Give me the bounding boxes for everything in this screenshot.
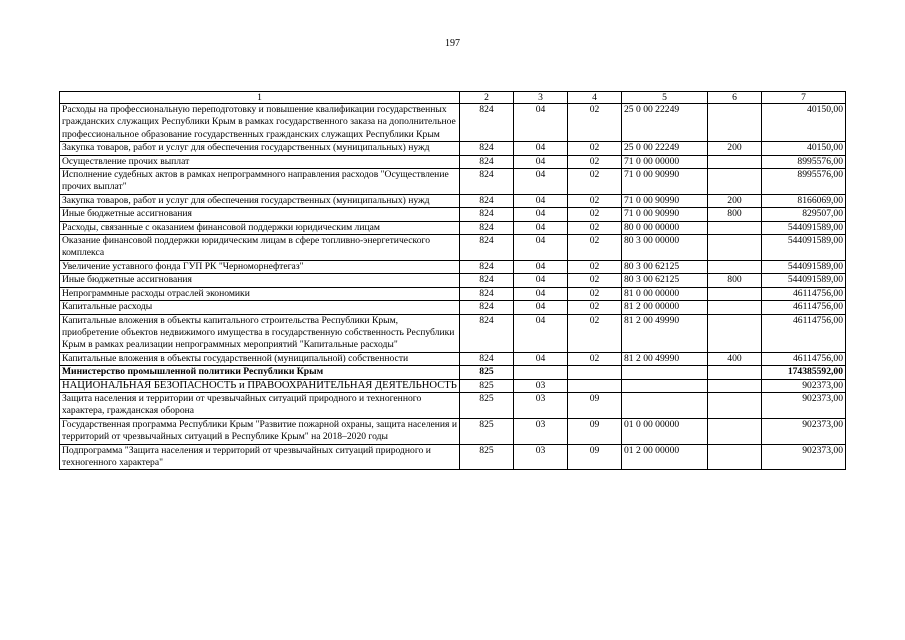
cell-expense-type — [708, 221, 762, 234]
cell-expense-type — [708, 301, 762, 314]
table-row — [60, 274, 846, 287]
cell-amount: 46114756,00 — [762, 301, 846, 314]
header-cell-3: 3 — [514, 92, 568, 104]
table-row — [60, 418, 846, 444]
cell-name: Капитальные расходы — [60, 301, 460, 314]
cell-ministry-code: 825 — [460, 418, 514, 444]
cell-subsection: 02 — [568, 287, 622, 300]
cell-name: Оказание финансовой поддержки юридическим лицам в сфере топливно-энергетического комплекса — [60, 235, 460, 261]
cell-amount: 46114756,00 — [762, 287, 846, 300]
cell-amount: 46114756,00 — [762, 352, 846, 365]
table-row — [60, 287, 846, 300]
cell-ministry-code: 824 — [460, 208, 514, 221]
cell-amount: 544091589,00 — [762, 260, 846, 273]
cell-section: 04 — [514, 301, 568, 314]
cell-amount: 544091589,00 — [762, 221, 846, 234]
cell-expense-type: 800 — [708, 274, 762, 287]
cell-name: Иные бюджетные ассигнования — [60, 274, 460, 287]
cell-ministry-code: 824 — [460, 194, 514, 207]
cell-subsection: 09 — [568, 418, 622, 444]
cell-ministry-code: 824 — [460, 235, 514, 261]
cell-name: Подпрограмма "Защита населения и территорий от чрезвычайных ситуаций природного и техногенного характера" — [60, 444, 460, 470]
cell-amount: 544091589,00 — [762, 274, 846, 287]
cell-section: 03 — [514, 379, 568, 392]
header-cell-4: 4 — [568, 92, 622, 104]
header-cell-2: 2 — [460, 92, 514, 104]
cell-target-article: 71 0 00 00000 — [622, 155, 708, 168]
table-row — [60, 352, 846, 365]
cell-section: 03 — [514, 444, 568, 470]
cell-name: Капитальные вложения в объекты капитального строительства Республики Крым, приобретение объектов недвижимого имущества в государственную собственность Республики Крым в рамках реализации непрограммных мероприятий "Капитальные расходы" — [60, 314, 460, 352]
cell-subsection — [568, 366, 622, 379]
cell-ministry-code: 824 — [460, 301, 514, 314]
cell-section: 04 — [514, 287, 568, 300]
header-cell-5: 5 — [622, 92, 708, 104]
cell-ministry-code: 824 — [460, 314, 514, 352]
table-row — [60, 260, 846, 273]
cell-amount: 902373,00 — [762, 444, 846, 470]
cell-amount: 8995576,00 — [762, 155, 846, 168]
cell-amount: 829507,00 — [762, 208, 846, 221]
cell-target-article: 71 0 00 90990 — [622, 208, 708, 221]
cell-expense-type: 200 — [708, 142, 762, 155]
table-row — [60, 444, 846, 470]
cell-name: Исполнение судебных актов в рамках непрограммного направления расходов "Осуществление прочих выплат" — [60, 169, 460, 195]
cell-target-article: 25 0 00 22249 — [622, 142, 708, 155]
cell-amount: 8166069,00 — [762, 194, 846, 207]
cell-subsection: 02 — [568, 208, 622, 221]
cell-expense-type — [708, 287, 762, 300]
cell-subsection: 02 — [568, 301, 622, 314]
cell-target-article: 71 0 00 90990 — [622, 169, 708, 195]
cell-amount: 902373,00 — [762, 418, 846, 444]
table-row — [60, 301, 846, 314]
cell-target-article: 01 0 00 00000 — [622, 418, 708, 444]
cell-ministry-code: 825 — [460, 379, 514, 392]
cell-section: 04 — [514, 208, 568, 221]
cell-target-article: 80 3 00 00000 — [622, 235, 708, 261]
table-row — [60, 221, 846, 234]
cell-name: Осуществление прочих выплат — [60, 155, 460, 168]
cell-subsection: 02 — [568, 221, 622, 234]
cell-amount: 46114756,00 — [762, 314, 846, 352]
cell-expense-type — [708, 235, 762, 261]
cell-section: 04 — [514, 352, 568, 365]
cell-target-article: 25 0 00 22249 — [622, 104, 708, 142]
table-row — [60, 392, 846, 418]
cell-subsection: 02 — [568, 260, 622, 273]
cell-name: Защита населения и территории от чрезвычайных ситуаций природного и техногенного характера, гражданская оборона — [60, 392, 460, 418]
cell-name: Закупка товаров, работ и услуг для обеспечения государственных (муниципальных) нужд — [60, 142, 460, 155]
header-cell-1: 1 — [60, 92, 460, 104]
cell-expense-type — [708, 260, 762, 273]
cell-section: 04 — [514, 314, 568, 352]
table-header — [60, 92, 846, 104]
cell-ministry-code: 824 — [460, 142, 514, 155]
table-row — [60, 366, 846, 379]
cell-section: 04 — [514, 169, 568, 195]
cell-target-article: 01 2 00 00000 — [622, 444, 708, 470]
cell-expense-type — [708, 155, 762, 168]
cell-expense-type — [708, 169, 762, 195]
cell-section: 04 — [514, 155, 568, 168]
cell-ministry-code: 824 — [460, 287, 514, 300]
cell-ministry-code: 824 — [460, 221, 514, 234]
cell-target-article — [622, 379, 708, 392]
table-row — [60, 169, 846, 195]
cell-amount: 40150,00 — [762, 104, 846, 142]
cell-expense-type — [708, 379, 762, 392]
cell-section — [514, 366, 568, 379]
cell-name: Государственная программа Республики Крым "Развитие пожарной охраны, защита населения и территорий от чрезвычайных ситуаций в Республике Крым" на 2018–2020 годы — [60, 418, 460, 444]
cell-amount: 8995576,00 — [762, 169, 846, 195]
cell-expense-type: 200 — [708, 194, 762, 207]
table-row — [60, 194, 846, 207]
header-cell-6: 6 — [708, 92, 762, 104]
table-row — [60, 104, 846, 142]
cell-section: 04 — [514, 221, 568, 234]
cell-expense-type: 400 — [708, 352, 762, 365]
table-row — [60, 379, 846, 392]
cell-subsection: 02 — [568, 104, 622, 142]
cell-name: Увеличение уставного фонда ГУП РК "Черноморнефтегаз" — [60, 260, 460, 273]
cell-name: Закупка товаров, работ и услуг для обеспечения государственных (муниципальных) нужд — [60, 194, 460, 207]
cell-amount: 40150,00 — [762, 142, 846, 155]
table-body — [60, 104, 846, 470]
cell-subsection: 02 — [568, 314, 622, 352]
cell-name: Расходы на профессиональную переподготовку и повышение квалификации государственных гражданских служащих Республики Крым в рамках государственного заказа на дополнительное профессиональное образование государственных гражданских служащих Республики Крым — [60, 104, 460, 142]
cell-target-article: 81 0 00 00000 — [622, 287, 708, 300]
cell-target-article: 81 2 00 49990 — [622, 314, 708, 352]
cell-amount: 902373,00 — [762, 392, 846, 418]
table-row — [60, 142, 846, 155]
cell-name: Иные бюджетные ассигнования — [60, 208, 460, 221]
cell-target-article — [622, 366, 708, 379]
cell-ministry-code: 824 — [460, 260, 514, 273]
budget-table — [59, 91, 846, 470]
cell-subsection: 09 — [568, 392, 622, 418]
cell-ministry-code: 824 — [460, 169, 514, 195]
table-row — [60, 235, 846, 261]
cell-target-article: 80 3 00 62125 — [622, 274, 708, 287]
cell-expense-type — [708, 418, 762, 444]
cell-subsection: 02 — [568, 194, 622, 207]
cell-ministry-code: 824 — [460, 104, 514, 142]
cell-ministry-code: 824 — [460, 352, 514, 365]
cell-subsection: 02 — [568, 169, 622, 195]
cell-amount: 902373,00 — [762, 379, 846, 392]
cell-subsection: 02 — [568, 155, 622, 168]
cell-target-article: 81 2 00 49990 — [622, 352, 708, 365]
cell-subsection — [568, 379, 622, 392]
cell-section: 04 — [514, 104, 568, 142]
cell-subsection: 02 — [568, 352, 622, 365]
cell-expense-type — [708, 444, 762, 470]
cell-target-article — [622, 392, 708, 418]
cell-subsection: 02 — [568, 274, 622, 287]
cell-ministry-code: 825 — [460, 444, 514, 470]
cell-expense-type — [708, 314, 762, 352]
cell-target-article: 80 0 00 00000 — [622, 221, 708, 234]
cell-section: 03 — [514, 392, 568, 418]
cell-section: 03 — [514, 418, 568, 444]
cell-ministry-code: 824 — [460, 274, 514, 287]
cell-target-article: 80 3 00 62125 — [622, 260, 708, 273]
cell-name: Расходы, связанные с оказанием финансовой поддержки юридическим лицам — [60, 221, 460, 234]
table-row — [60, 314, 846, 352]
cell-ministry-code: 825 — [460, 366, 514, 379]
table-row — [60, 208, 846, 221]
cell-section: 04 — [514, 235, 568, 261]
header-cell-7: 7 — [762, 92, 846, 104]
cell-expense-type — [708, 104, 762, 142]
cell-ministry-code: 825 — [460, 392, 514, 418]
cell-name: Министерство промышленной политики Республики Крым — [60, 366, 460, 379]
cell-name: НАЦИОНАЛЬНАЯ БЕЗОПАСНОСТЬ и ПРАВООХРАНИТЕЛЬНАЯ ДЕЯТЕЛЬНОСТЬ — [60, 379, 460, 392]
cell-name: Непрограммные расходы отраслей экономики — [60, 287, 460, 300]
cell-amount: 544091589,00 — [762, 235, 846, 261]
cell-expense-type — [708, 366, 762, 379]
page-number: 197 — [445, 38, 460, 49]
cell-subsection: 02 — [568, 142, 622, 155]
cell-expense-type — [708, 392, 762, 418]
cell-ministry-code: 824 — [460, 155, 514, 168]
cell-expense-type: 800 — [708, 208, 762, 221]
cell-section: 04 — [514, 142, 568, 155]
cell-section: 04 — [514, 194, 568, 207]
table-row — [60, 155, 846, 168]
cell-section: 04 — [514, 274, 568, 287]
cell-target-article: 71 0 00 90990 — [622, 194, 708, 207]
cell-name: Капитальные вложения в объекты государственной (муниципальной) собственности — [60, 352, 460, 365]
cell-target-article: 81 2 00 00000 — [622, 301, 708, 314]
cell-subsection: 09 — [568, 444, 622, 470]
cell-subsection: 02 — [568, 235, 622, 261]
cell-section: 04 — [514, 260, 568, 273]
cell-amount: 174385592,00 — [762, 366, 846, 379]
